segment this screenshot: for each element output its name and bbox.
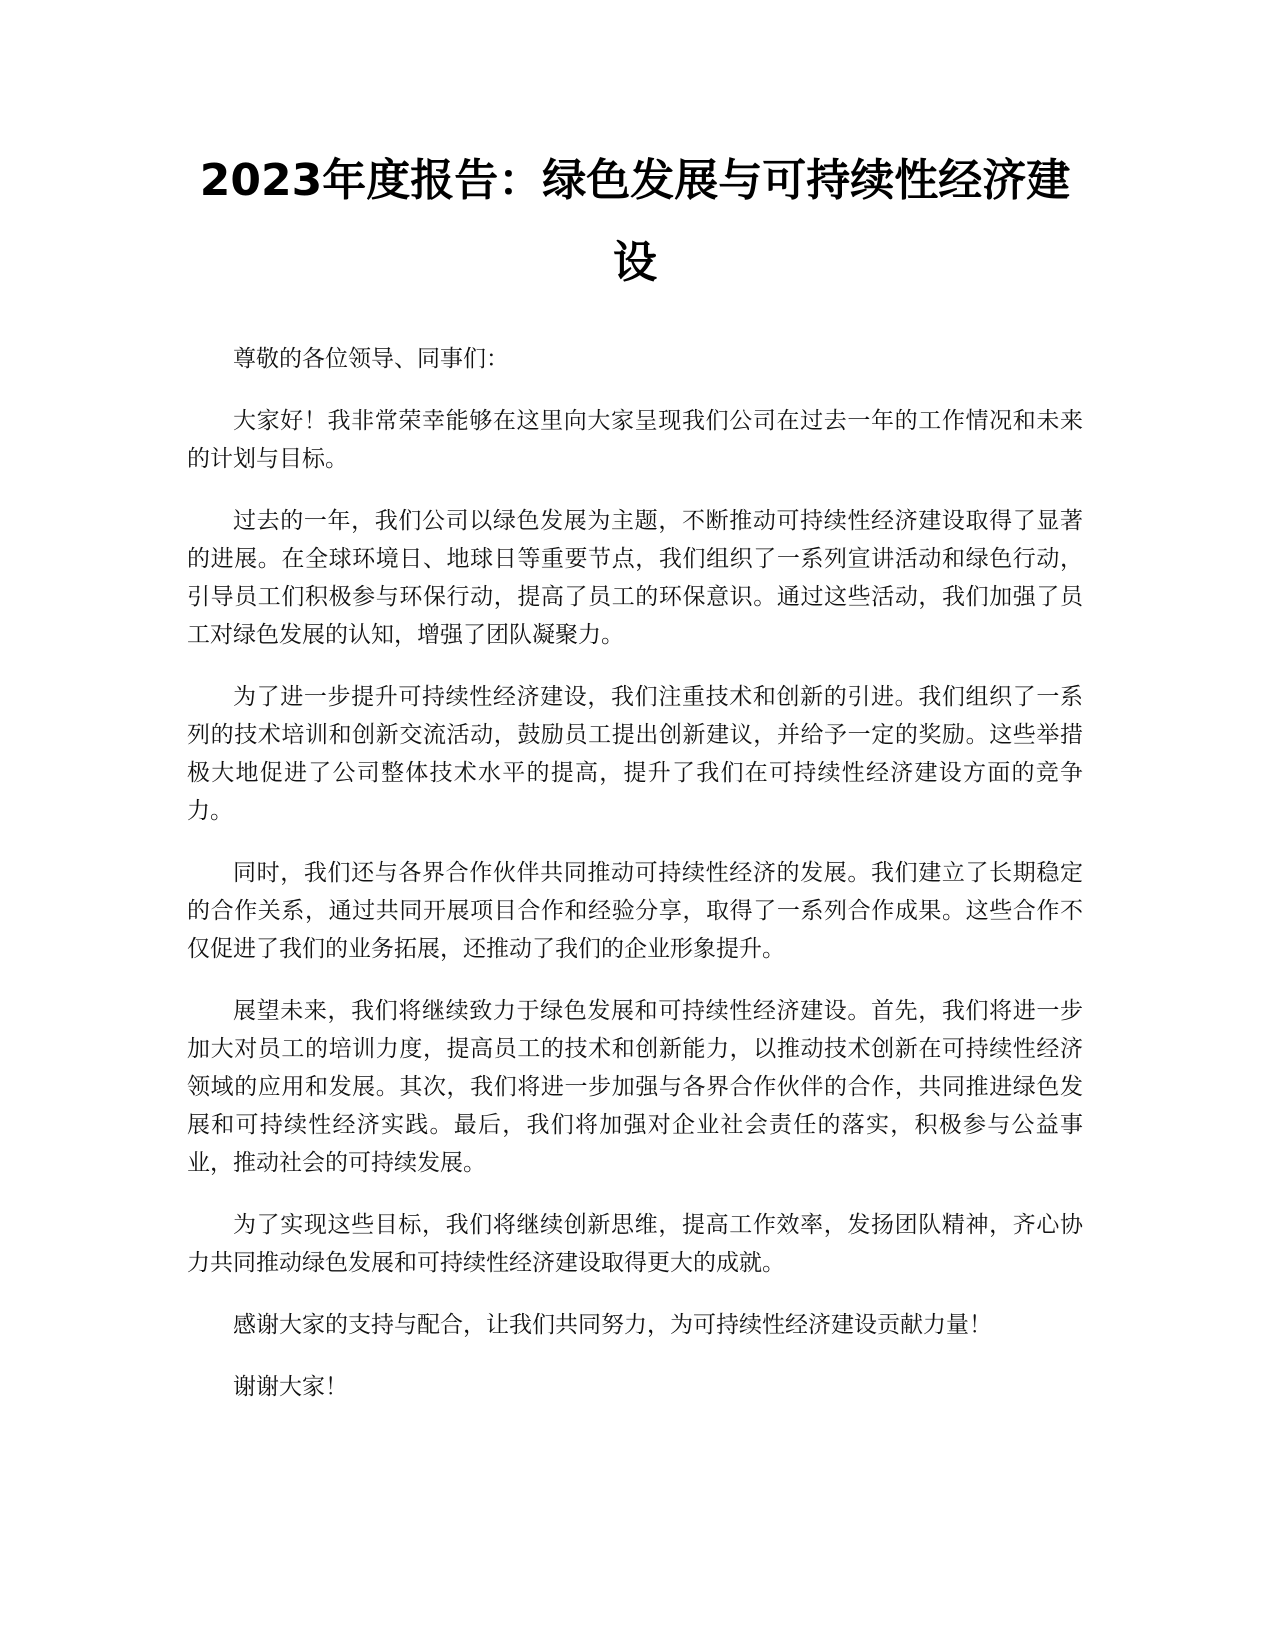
paragraph-partners: 同时，我们还与各界合作伙伴共同推动可持续性经济的发展。我们建立了长期稳定的合作关系，通过共同开展项目合作和经验分享，取得了一系列合作成果。这些合作不仅促进了我们的业务拓展，还推动了我们的企业形象提升。 [187, 860, 1083, 962]
paragraph-thanks-support: 感谢大家的支持与配合，让我们共同努力，为可持续性经济建设贡献力量！ [233, 1312, 992, 1338]
salutation: 尊敬的各位领导、同事们： [233, 346, 509, 372]
paragraph-technology: 为了进一步提升可持续性经济建设，我们注重技术和创新的引进。我们组织了一系列的技术培训和创新交流活动，鼓励员工提出创新建议，并给予一定的奖励。这些举措极大地促进了公司整体技术水平的提高，提升了我们在可持续性经济建设方面的竞争力。 [187, 684, 1083, 824]
paragraph-greeting: 大家好！我非常荣幸能够在这里向大家呈现我们公司在过去一年的工作情况和未来的计划与目标。 [187, 408, 1083, 472]
paragraph-goals: 为了实现这些目标，我们将继续创新思维，提高工作效率，发扬团队精神，齐心协力共同推动绿色发展和可持续性经济建设取得更大的成就。 [187, 1212, 1083, 1276]
document-body [187, 340, 1083, 1406]
closing-thanks: 谢谢大家！ [233, 1374, 348, 1400]
paragraph-outlook: 展望未来，我们将继续致力于绿色发展和可持续性经济建设。首先，我们将进一步加大对员工的培训力度，提高员工的技术和创新能力，以推动技术创新在可持续性经济领域的应用和发展。其次，我们将进一步加强与各界合作伙伴的合作，共同推进绿色发展和可持续性经济实践。最后，我们将加强对企业社会责任的落实，积极参与公益事业，推动社会的可持续发展。 [187, 998, 1083, 1176]
paragraph-past-year: 过去的一年，我们公司以绿色发展为主题，不断推动可持续性经济建设取得了显著的进展。在全球环境日、地球日等重要节点，我们组织了一系列宣讲活动和绿色行动，引导员工们积极参与环保行动，提高了员工的环保意识。通过这些活动，我们加强了员工对绿色发展的认知，增强了团队凝聚力。 [187, 508, 1083, 648]
document-title: 2023年度报告：绿色发展与可持续性经济建设 [199, 155, 1071, 288]
